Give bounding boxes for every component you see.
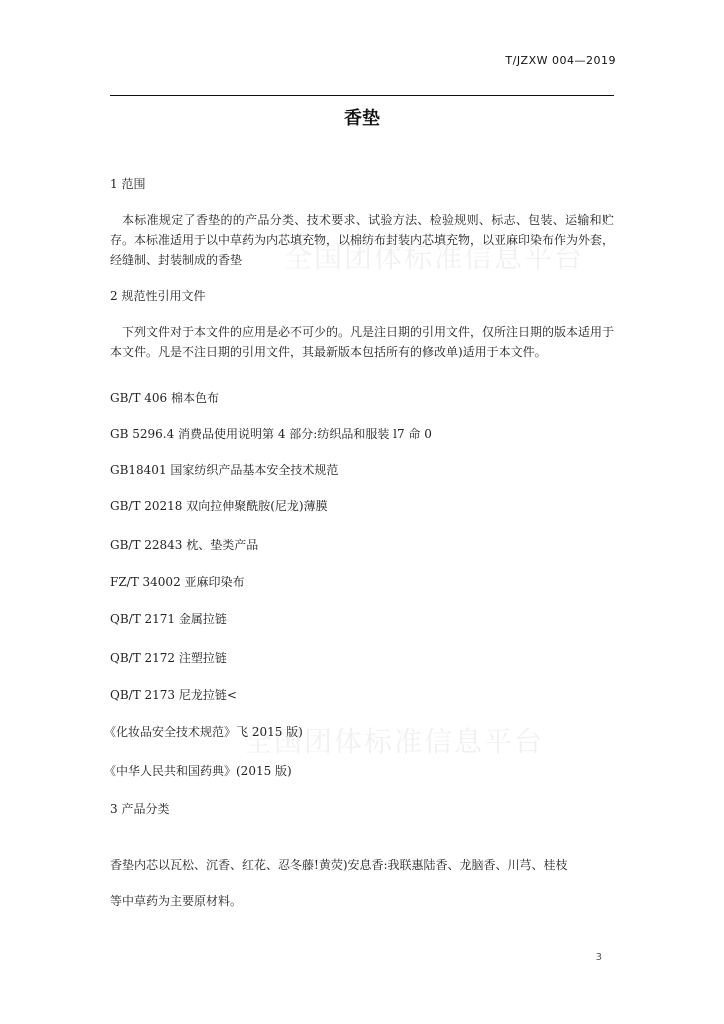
standard-code: T/JZXW 004—2019 xyxy=(505,54,616,67)
reference-item: GB/T 406 棉本色布 xyxy=(110,391,219,405)
classification-text-line: 等中草药为主要原材料。 xyxy=(110,894,243,908)
section-heading-classification: 3 产品分类 xyxy=(110,802,170,816)
section-heading-references: 2 规范性引用文件 xyxy=(110,289,206,303)
reference-item: GB/T 20218 双向拉伸聚酰胺(尼龙)薄膜 xyxy=(110,499,328,513)
classification-text-line: 香垫内芯以瓦松、沉香、红花、忍冬藤!黄荧)安息香:我联惠陆香、龙脑香、川芎、桂枝 xyxy=(110,858,568,872)
reference-item: FZ/T 34002 亚麻印染布 xyxy=(110,575,245,589)
reference-item: GB/T 22843 枕、垫类产品 xyxy=(110,538,259,552)
scope-paragraph xyxy=(110,210,614,270)
reference-item: QB/T 2173 尼龙拉链< xyxy=(110,688,237,702)
watermark-text: 全国团体标准信息平台 xyxy=(284,241,585,274)
references-intro-paragraph xyxy=(110,322,614,362)
document-title: 香垫 xyxy=(344,108,380,129)
watermark-text: 全国团体标准信息平台 xyxy=(244,725,545,758)
scope-text: 本标准规定了香垫的的产品分类、技术要求、试验方法、检验规则、标志、包装、运输和贮存。本标准适用于以中草药为内芯填充物，以棉纺布封装内芯填充物，以亚麻印染布作为外套，经缝制、封装制成的香垫 xyxy=(110,213,615,267)
reference-item: GB18401 国家纺织产品基本安全技术规范 xyxy=(110,463,339,477)
header-rule xyxy=(110,95,614,96)
section-heading-scope: 1 范围 xyxy=(110,177,146,191)
reference-item: GB 5296.4 消费品使用说明第 4 部分:纺织品和服装 l7 命 0 xyxy=(110,427,432,441)
reference-item: QB/T 2172 注塑拉链 xyxy=(110,651,227,665)
page-number: 3 xyxy=(595,952,602,963)
reference-item: 《中华人民共和国药典》(2015 版) xyxy=(104,764,292,778)
reference-item: 《化妆品安全技术规范》飞 2015 版) xyxy=(104,725,303,739)
reference-item: QB/T 2171 金属拉链 xyxy=(110,612,227,626)
references-intro-text: 下列文件对于本文件的应用是必不可少的。凡是注日期的引用文件，仅所注日期的版本适用于本文件。凡是不注日期的引用文件，其最新版本包括所有的修改单)适用于本文件。 xyxy=(110,325,615,359)
